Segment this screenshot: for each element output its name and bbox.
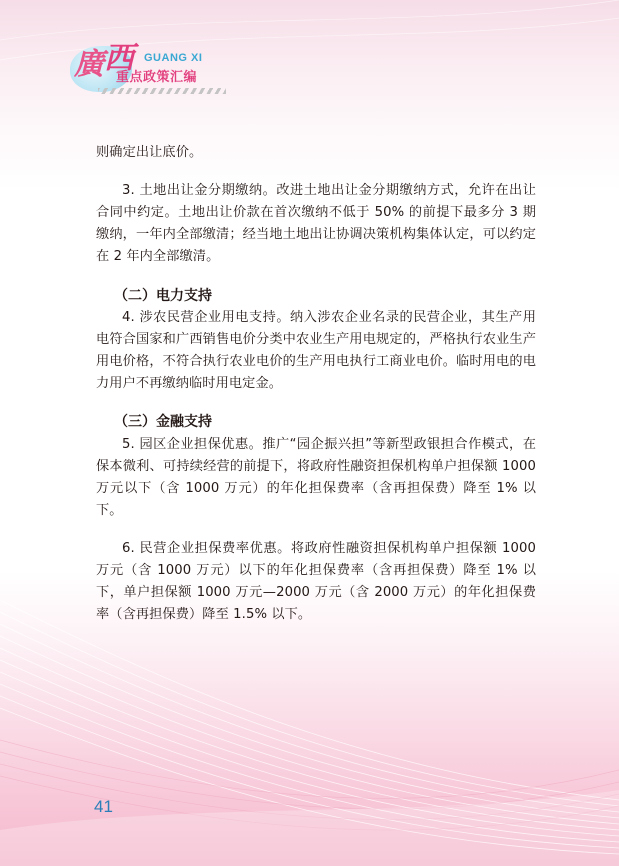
logo-english-text: GUANG XI	[144, 52, 203, 64]
logo-char-xi: 西	[104, 41, 134, 76]
guangxi-policy-logo	[70, 41, 240, 104]
paragraph-private-guarantee: 6. 民营企业担保费率优惠。将政府性融资担保机构单户担保额 1000 万元（含 1000 万元）以下的年化担保费率（含再担保费）降至 1% 以下，单户担保额 1000 万元—2000 万元（含 2000 万元）的年化担保费率（含再担保费）降至 1.5% 以下。	[96, 541, 536, 622]
logo-char-guang: 廣	[74, 47, 104, 82]
section-heading-finance-support: （三）金融支持	[114, 414, 212, 430]
logo-subtitle: 重点政策汇编	[116, 70, 198, 85]
logo-stripes-decoration	[98, 88, 226, 94]
paragraph-continuation: 则确定出让底价。	[96, 145, 203, 160]
page-number: 41	[94, 797, 113, 816]
paragraph-power-support: 4. 涉农民营企业用电支持。纳入涉农企业名录的民营企业，其生产用电符合国家和广西销售电价分类中农业生产用电规定的，严格执行农业生产用电价格，不符合执行农业电价的生产用电执行工商业电价。临时用电的电力用户不再缴纳临时用电定金。	[96, 310, 536, 391]
paragraph-land-fee-installment: 3. 土地出让金分期缴纳。改进土地出让金分期缴纳方式，允许在出让合同中约定。土地出让价款在首次缴纳不低于 50% 的前提下最多分 3 期缴纳，一年内全部缴清；经当地土地出让协调决策机构集体认定，可以约定在 2 年内全部缴清。	[96, 183, 536, 264]
section-heading-power-support: （二）电力支持	[114, 288, 212, 304]
paragraph-park-guarantee: 5. 园区企业担保优惠。推广“园企振兴担”等新型政银担合作模式，在保本微利、可持续经营的前提下，将政府性融资担保机构单户担保额 1000 万元以下（含 1000 万元）的年化担保费率（含再担保费）降至 1% 以下。	[96, 437, 536, 518]
